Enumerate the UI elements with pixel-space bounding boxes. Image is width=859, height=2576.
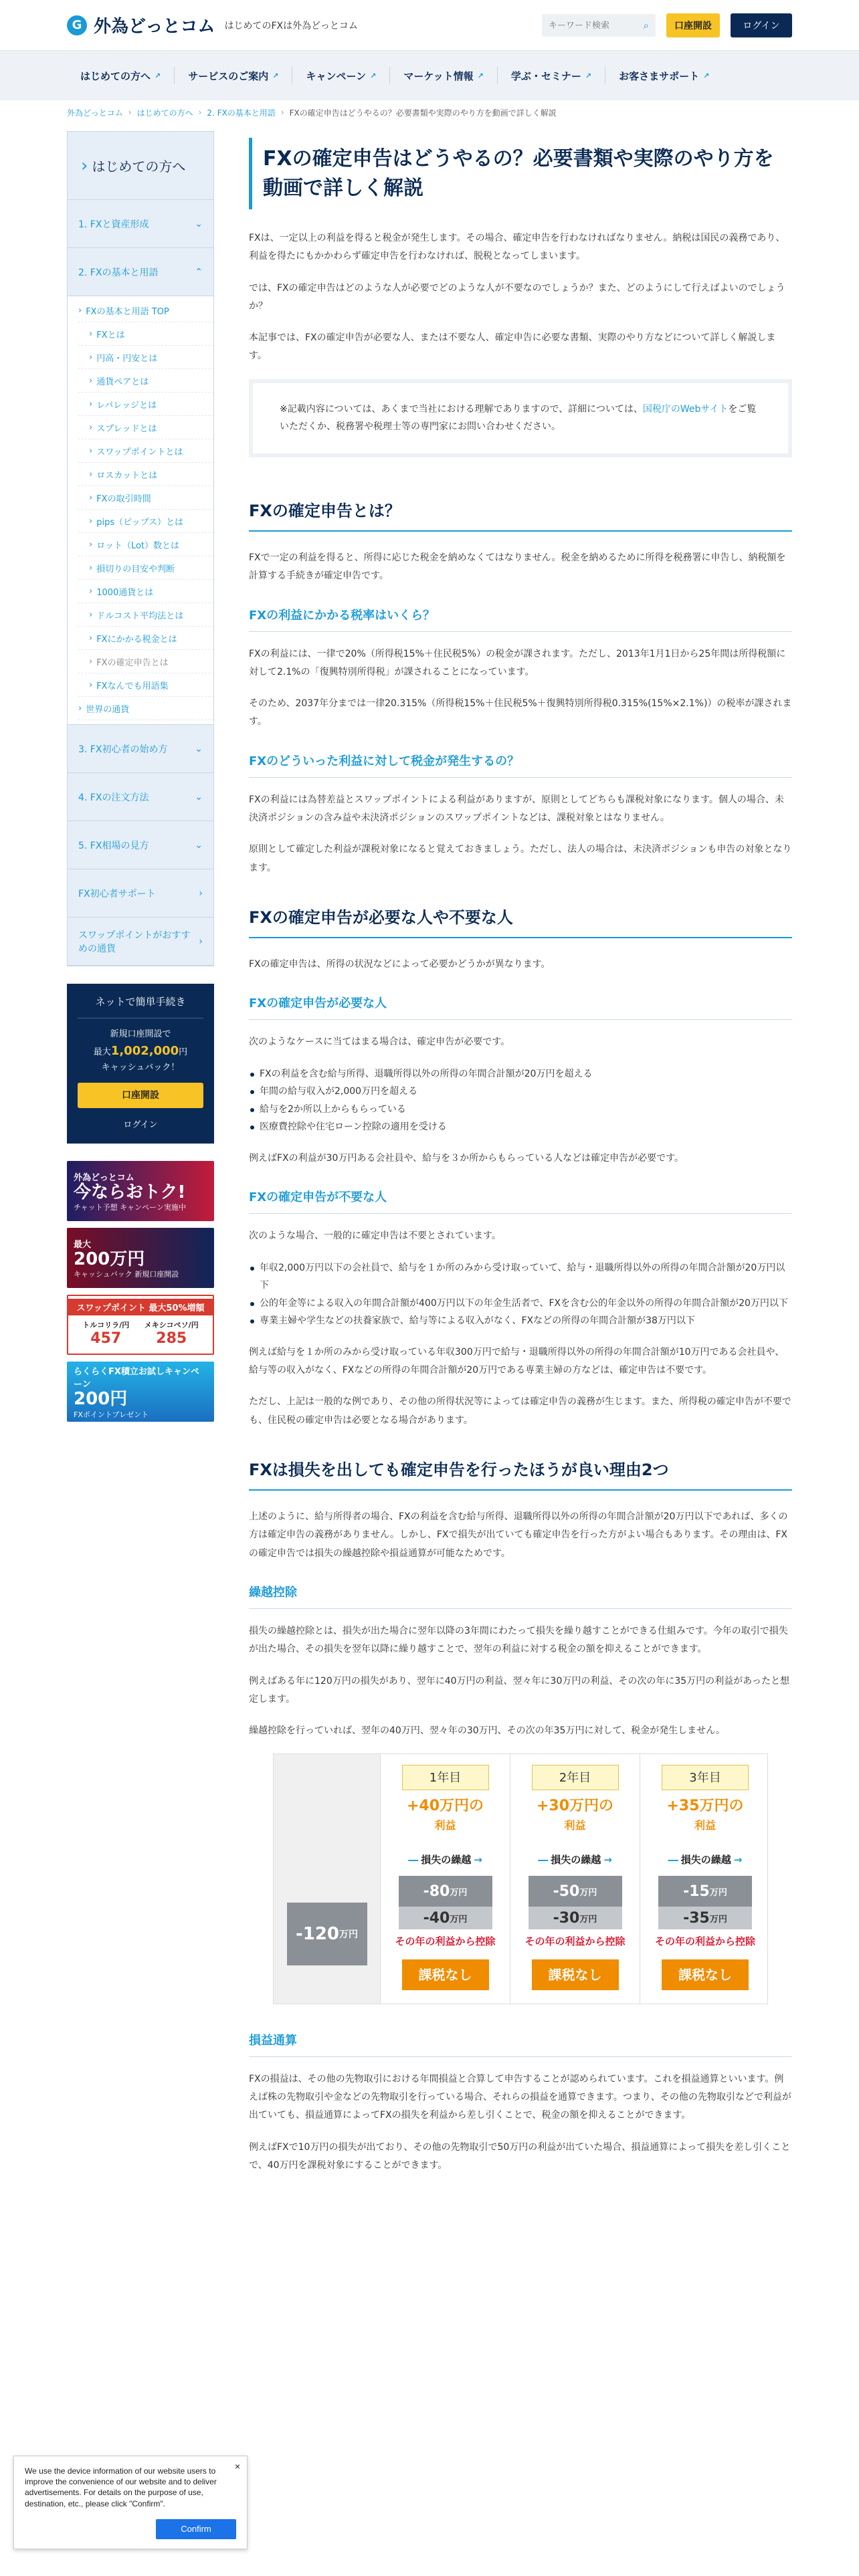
subsection-heading: FXの利益にかかる税率はいくら？: [249, 606, 792, 632]
diagram-deducted: [658, 1907, 752, 1929]
note-text: をご覧いただくか、税務署や税理士等の専門家にお問い合わせください。: [280, 403, 757, 433]
site-logo[interactable]: [67, 13, 215, 37]
paragraph: FXの利益には、一律で20%（所得税15%＋住民税5%）の税金が課されます。ただし、2013年1月1日から25年間は所得税額に対して2.1%の「復興特別所得税」が課されることになっています。: [249, 648, 786, 677]
gnav-support[interactable]: お客さまサポート ↗: [605, 67, 723, 84]
global-nav: [0, 51, 859, 100]
sidebar-item[interactable]: › 通貨ペアとは: [78, 369, 213, 393]
sidebar-item[interactable]: › 損切りの目安や判断: [78, 556, 213, 580]
diagram-loss-box: [399, 1876, 492, 1929]
banner-text: らくらくFX積立お試しキャンペーン: [74, 1367, 199, 1390]
banner-text: キャッシュバック 新規口座開設: [74, 1270, 179, 1279]
breadcrumb-beginners[interactable]: はじめての方へ: [136, 108, 193, 118]
chevron-down-icon: ⌄: [195, 743, 203, 754]
subsection-heading: FXのどういった利益に対して税金が発生するの？: [249, 752, 792, 778]
sidebar-section-swap[interactable]: [68, 918, 213, 966]
diagram-unit: 万円: [339, 1929, 359, 1941]
diagram-loss-carry-label: ― 損失の繰越 →: [381, 1852, 510, 1866]
diagram-unit: 万円: [709, 1914, 727, 1925]
chevron-down-icon: ⌄: [195, 791, 203, 802]
paragraph-loss-offset: FXの損益は、その他の先物取引における年間損益と合算して申告することが認められています。これを損益通算といいます。例えば株の先物取引や金などの先物取引を行っている場合、それらの損益を通算できます。つまり、その他の先物取引などで利益が出ていても、損益通算によってFXの損失を利益から差し引くことで、税金の額を抑えることができます。: [249, 2073, 791, 2121]
diagram-loss-carry-label: ― 損失の繰越 →: [510, 1852, 640, 1866]
diagram-remaining: [658, 1876, 752, 1907]
paragraph: FXの確定申告は、所得の状況などによって必要かどうかが異なります。: [249, 958, 551, 970]
sidebar-item-world-currency[interactable]: › 世界の通貨: [78, 697, 213, 720]
gnav-market[interactable]: マーケット情報 ↗: [390, 67, 497, 84]
list-item: 給与を2か所以上からもらっている: [249, 1101, 792, 1119]
search-box: [542, 14, 656, 37]
diagram-value: -35: [683, 1909, 710, 1927]
banner-text: メキシコペソ/円: [144, 1321, 199, 1330]
diagram-loss-box: [529, 1876, 622, 1929]
diagram-remaining: [399, 1876, 492, 1907]
sidebar-section-label: 1. FXと資産形成: [78, 219, 149, 230]
diagram-value: -120: [295, 1924, 340, 1945]
banner-cashback[interactable]: [67, 1228, 214, 1288]
list-item: 医療費控除や住宅ローン控除の適用を受ける: [249, 1118, 792, 1136]
diagram-unit: 万円: [579, 1887, 597, 1898]
cta-login-link[interactable]: ログイン: [123, 1120, 158, 1131]
sidebar-item[interactable]: › FXの取引時間: [78, 486, 213, 510]
paragraph: FXで一定の利益を得ると、所得に応じた税金を納めなくてはなりません。税金を納めるために所得を税務署に申告し、納税額を計算する手続きが確定申告です。: [249, 552, 786, 582]
header-tagline: はじめてのFXは外為どっとコム: [224, 20, 358, 31]
paragraph: 原則として確定した利益が課税対象になると覚えておきましょう。ただし、法人の場合は、未決済ポジションも申告の対象となります。: [249, 844, 792, 873]
diagram-value: -80: [423, 1883, 450, 1900]
diagram-profit: [381, 1797, 510, 1834]
sidebar-section-4[interactable]: [68, 773, 213, 821]
sidebar-item[interactable]: › FXとは: [78, 322, 213, 346]
sidebar-item[interactable]: › スワップポイントとは: [78, 439, 213, 463]
gnav-beginners[interactable]: はじめての方へ ↗: [67, 67, 175, 84]
banner-text: 最大: [74, 1239, 92, 1250]
paragraph: 例えばFXで10万円の損失が出ており、その他の先物取引で50万円の利益が出ていた場合、損益通算によって損失を差し引くことで、40万円を課税対象にすることができます。: [249, 2141, 791, 2171]
paragraph: 例えばFXの利益が30万円ある会社員や、給与を３か所からもらっている人などは確定申告が必要です。: [249, 1152, 684, 1164]
diagram-deduct-text: その年の利益から控除: [524, 1935, 626, 1948]
banner-swap-mxn: [145, 1319, 199, 1347]
required-list: [249, 1065, 792, 1136]
gnav-campaign[interactable]: キャンペーン ↗: [292, 67, 390, 84]
breadcrumb-sep: ›: [198, 108, 202, 117]
close-icon[interactable]: ×: [234, 2461, 240, 2472]
chevron-right-icon: ›: [199, 936, 203, 947]
paragraph: 繰越控除を行っていれば、翌年の40万円、翌々年の30万円、その次の年35万円に対して、税金が発生しません。: [249, 1725, 726, 1737]
diagram-loss-carry-label: ― 損失の繰越 →: [640, 1852, 770, 1866]
sidebar-section-1[interactable]: [68, 200, 213, 248]
diagram-profit-word: 利益: [564, 1818, 586, 1832]
diagram-value: -40: [423, 1909, 450, 1927]
sidebar-section-5[interactable]: [68, 821, 213, 869]
diagram-value: -15: [683, 1883, 710, 1900]
content-wrap: [0, 131, 859, 2188]
diagram-no-tax: 課税なし: [662, 1959, 749, 1990]
cta-title: ネットで簡単手続き: [78, 994, 203, 1018]
paragraph: 上述のように、給与所得者の場合、FXの利益を含む給与所得、退職所得以外の所得の年間合計額が20万円以下であれば、多くの方は確定申告の義務がありません。しかし、FXで損失が出ていても確定申告を行った方がよい場合もあります。その理由は、FXの確定申告では損失の繰越控除や損益通算が可能なためです。: [249, 1511, 788, 1559]
breadcrumb-sep: ›: [128, 108, 132, 117]
diagram-unit: 万円: [450, 1887, 468, 1898]
chevron-down-icon: ⌄: [195, 839, 203, 851]
sidebar-item[interactable]: › ロット（Lot）数とは: [78, 533, 213, 556]
paragraph: 次のようなケースに当てはまる場合は、確定申告が必要です。: [249, 1037, 510, 1048]
page-title: FXの確定申告はどうやるの？必要書類や実際のやり方を動画で詳しく解説: [249, 138, 792, 209]
section-heading: FXは損失を出しても確定申告を行ったほうが良い理由2つ: [249, 1457, 792, 1491]
paragraph: そのため、2037年分までは一律20.315%（所得税15%＋住民税5%＋復興特別所得税0.315%(15%×2.1%)）の税率が課されます。: [249, 698, 792, 728]
list-item: 公的年金等による収入の年間合計額が400万円以下の年金生活者で、FXを含む公的年金以外の所得の年間合計額が20万円以下: [249, 1295, 792, 1313]
note-text: ※記載内容については、あくまで当社における理解でありますので、詳細については、: [280, 403, 643, 415]
diagram-profit-value: +30万円の: [536, 1798, 614, 1815]
banner-value: 285: [156, 1330, 187, 1348]
diagram-profit-value: +35万円の: [666, 1798, 744, 1815]
list-item: 専業主婦や学生などの扶養家族で、給与等による収入がなく、FXなどの所得の年間合計額が38万円以下: [249, 1312, 792, 1330]
sidebar-item[interactable]: › スプレッドとは: [78, 416, 213, 439]
list-item: 年収2,000万円以下の会社員で、給与を１か所のみから受け取っていて、給与・退職所得以外の所得の年間合計額が20万円以下: [249, 1259, 792, 1295]
banner-text: トルコリラ/円: [82, 1321, 130, 1330]
subsection-heading: 繰越控除: [249, 1583, 792, 1609]
cta-line2-prefix: 最大: [93, 1047, 111, 1057]
diagram-profit: [640, 1797, 770, 1834]
account-cta: [67, 984, 214, 1144]
banner-text: スワップポイント 最大50%増額: [68, 1299, 213, 1315]
diagram-deducted: [529, 1907, 622, 1929]
diagram-deduct-text: その年の利益から控除: [654, 1935, 755, 1948]
diagram-unit: 万円: [709, 1887, 727, 1898]
cta-amount: 1,002,000: [110, 1043, 179, 1058]
banner-text: 200円: [74, 1389, 128, 1410]
diagram-col-year2: [510, 1754, 640, 2003]
sidebar-item[interactable]: › ロスカットとは: [78, 463, 213, 486]
sidebar-section-label: 4. FXの注文方法: [78, 792, 149, 803]
logo-mark-icon: G: [67, 15, 87, 35]
sidebar-item[interactable]: › pips（ピップス）とは: [78, 510, 213, 533]
banner-swap-try: [82, 1319, 129, 1347]
diagram-deducted: [399, 1907, 492, 1929]
paragraph: 次のような場合、一般的に確定申告は不要とされています。: [249, 1230, 501, 1242]
disclaimer-note: [249, 379, 792, 457]
cookie-text: We use the device information of our website users to improve the convenience of our website and to deliver advertisements. For details on the purpose of use, destination, etc., please click "Confirm".: [25, 2466, 217, 2508]
breadcrumb-current: FXの確定申告はどうやるの？必要書類や実際のやり方を動画で詳しく解説: [289, 108, 557, 118]
paragraph: 損失の繰越控除とは、損失が出た場合に翌年以降の3年間にわたって損失を繰り越すことができる仕組みです。今年の取引で損失が出た場合、その損失を翌年以降に繰り越すことで、翌年の利益に対する税金の額を抑えることができます。: [249, 1625, 788, 1655]
banner-text: チャット予想 キャンペーン実施中: [74, 1203, 186, 1212]
subsection-heading: FXの確定申告が不要な人: [249, 1188, 792, 1214]
section-heading: FXの確定申告が必要な人や不要な人: [249, 904, 792, 938]
chevron-right-icon: ›: [199, 887, 203, 899]
cookie-confirm-button[interactable]: Confirm: [156, 2519, 236, 2539]
banner-text: 今ならおトク!: [74, 1182, 186, 1202]
sidebar-section-2[interactable]: [68, 248, 213, 296]
subsection-heading: 損益通算: [249, 2031, 792, 2057]
list-item: FXの利益を含む給与所得、退職所得以外の所得の年間合計額が20万円を超える: [249, 1065, 792, 1083]
diagram-col-year1: [381, 1754, 510, 2003]
sidebar-head[interactable]: › はじめての方へ: [68, 132, 213, 200]
cta-line2-unit: 円: [179, 1047, 188, 1057]
banner-chat-campaign[interactable]: [67, 1161, 214, 1221]
paragraph: FXの利益には為替差益とスワップポイントによる利益がありますが、原則としてどちらも課税対象になります。個人の場合、未決済ポジションの含み益や未決済ポジションのスワップポイントなどは、課税対象とはなりません。: [249, 794, 784, 824]
chevron-up-icon: ⌃: [195, 266, 203, 278]
search-icon[interactable]: ⌕: [643, 19, 649, 31]
cookie-consent-dialog: [13, 2456, 248, 2549]
banner-tsumitate[interactable]: [67, 1362, 214, 1422]
sidebar-item[interactable]: › レバレッジとは: [78, 393, 213, 416]
diagram-profit: [510, 1797, 640, 1834]
diagram-profit-word: 利益: [434, 1818, 456, 1832]
diagram-value: -30: [553, 1909, 580, 1927]
diagram-unit: 万円: [450, 1914, 468, 1925]
sidebar-item[interactable]: › FXなんでも用語集: [78, 673, 213, 697]
list-item: 年間の給与収入が2,000万円を超える: [249, 1083, 792, 1101]
section-heading: FXの確定申告とは？: [249, 498, 792, 532]
banner-text: FXポイントプレゼント: [74, 1410, 149, 1419]
nta-link[interactable]: 国税庁のWebサイト: [642, 403, 729, 415]
banner-text: 外為どっとコム: [74, 1172, 134, 1183]
search-input[interactable]: [549, 20, 629, 30]
sidebar-item[interactable]: › 1000通貨とは: [78, 580, 213, 603]
diagram-value: -50: [553, 1883, 580, 1900]
sidebar-section-label: 2. FXの基本と用語: [78, 267, 159, 278]
sidebar-section-label: 5. FX相場の見方: [78, 840, 149, 851]
diagram-profit-value: +40万円の: [406, 1798, 484, 1815]
banner-value: 457: [90, 1330, 122, 1348]
diagram-year-label: 1年目: [402, 1765, 489, 1790]
banner-text: 200万円: [74, 1249, 145, 1269]
carryover-diagram: [273, 1753, 768, 2004]
login-button[interactable]: ログイン: [731, 13, 792, 37]
logo-text: 外為どっとコム: [94, 17, 215, 37]
intro-paragraph: 本記事では、FXの確定申告が必要な人、または不要な人、確定申告に必要な書類、実際のやり方などについて詳しく解説します。: [249, 332, 776, 362]
sidebar-section-3[interactable]: [68, 725, 213, 773]
sidebar: [67, 131, 214, 2188]
header-actions: [542, 13, 792, 37]
diagram-no-tax: 課税なし: [532, 1959, 619, 1990]
cta-open-account-button[interactable]: 口座開設: [78, 1083, 203, 1108]
gnav-learn[interactable]: 学ぶ・セミナー ↗: [498, 67, 605, 84]
intro-paragraph: FXは、一定以上の利益を得ると税金が発生します。その場合、確定申告を行わなければなりません。納税は国民の義務であり、利益を得たにもかかわらず確定申告を行わなければ、脱税となってしまいます。: [249, 233, 785, 262]
cta-line1: 新規口座開設で: [110, 1029, 171, 1039]
not-required-list: [249, 1259, 792, 1330]
open-account-button[interactable]: 口座開設: [666, 13, 720, 37]
article: [249, 131, 792, 2188]
diagram-remaining: [529, 1876, 622, 1907]
diagram-profit-word: 利益: [694, 1818, 716, 1832]
paragraph: ただし、上記は一般的な例であり、その他の所得状況等によっては確定申告の義務が生じます。また、所得税の確定申告が不要でも、住民税の確定申告は必要となる場合があります。: [249, 1396, 791, 1426]
banner-list: [67, 1161, 214, 1422]
sidebar-section-support[interactable]: [68, 869, 213, 918]
cta-line2: [78, 1042, 203, 1061]
breadcrumb: [0, 100, 859, 124]
sidebar-subnav: [68, 296, 213, 725]
sidebar-section-label: 3. FX初心者の始め方: [78, 744, 168, 755]
banner-swap-increase[interactable]: [67, 1295, 214, 1355]
diagram-year-label: 3年目: [662, 1765, 749, 1790]
diagram-spacer: [274, 1754, 380, 1893]
diagram-deduct-text: その年の利益から控除: [395, 1935, 496, 1948]
breadcrumb-home[interactable]: 外為どっとコム: [67, 108, 123, 118]
intro-paragraph: では、FXの確定申告はどのような人が必要でどのような人が不要なのでしょうか？また、どのようにして行えばよいのでしょうか？: [249, 282, 785, 312]
site-header: [0, 0, 859, 51]
sidebar-item[interactable]: › FXにかかる税金とは: [78, 627, 213, 650]
diagram-loss-box: [658, 1876, 752, 1929]
diagram-initial-loss: [287, 1903, 367, 1965]
cta-line3: キャッシュバック！: [101, 1062, 180, 1073]
gnav-services[interactable]: サービスのご案内 ↗: [175, 67, 292, 84]
subsection-heading: FXの確定申告が必要な人: [249, 994, 792, 1020]
sidebar-section-label: スワップポイントがおすすめの通貨: [78, 930, 191, 954]
diagram-col-year3: [640, 1754, 770, 2003]
diagram-grid: [273, 1753, 768, 2004]
paragraph: 例えば給与を１か所のみから受け取っている年収300万円で給与・退職所得以外の所得の年間合計額が10万円である会社員や、給与等の収入がなく、FXなどの所得の年間合計額が20万円である専業主婦の方などは、確定申告は不要です。: [249, 1346, 785, 1376]
sidebar-item-basics-top[interactable]: › FXの基本と用語 TOP: [78, 299, 213, 322]
sidebar-nav: [67, 131, 214, 966]
diagram-col-loss-year: [274, 1754, 381, 2003]
breadcrumb-basics[interactable]: 2. FXの基本と用語: [207, 108, 276, 118]
chevron-down-icon: ⌄: [195, 218, 203, 229]
sidebar-item[interactable]: › ドルコスト平均法とは: [78, 603, 213, 627]
diagram-unit: 万円: [579, 1914, 597, 1925]
breadcrumb-sep: ›: [280, 108, 284, 117]
paragraph: 例えばある年に120万円の損失があり、翌年に40万円の利益、翌々年に30万円の利益、その次の年に35万円の利益があったと想定します。: [249, 1675, 790, 1705]
diagram-no-tax: 課税なし: [402, 1959, 489, 1990]
sidebar-item[interactable]: › 円高・円安とは: [78, 346, 213, 369]
sidebar-item-current[interactable]: › FXの確定申告とは: [78, 650, 213, 673]
banner-swap-row: [75, 1319, 206, 1347]
sidebar-section-label: FX初心者サポート: [78, 888, 156, 899]
diagram-year-label: 2年目: [532, 1765, 619, 1790]
